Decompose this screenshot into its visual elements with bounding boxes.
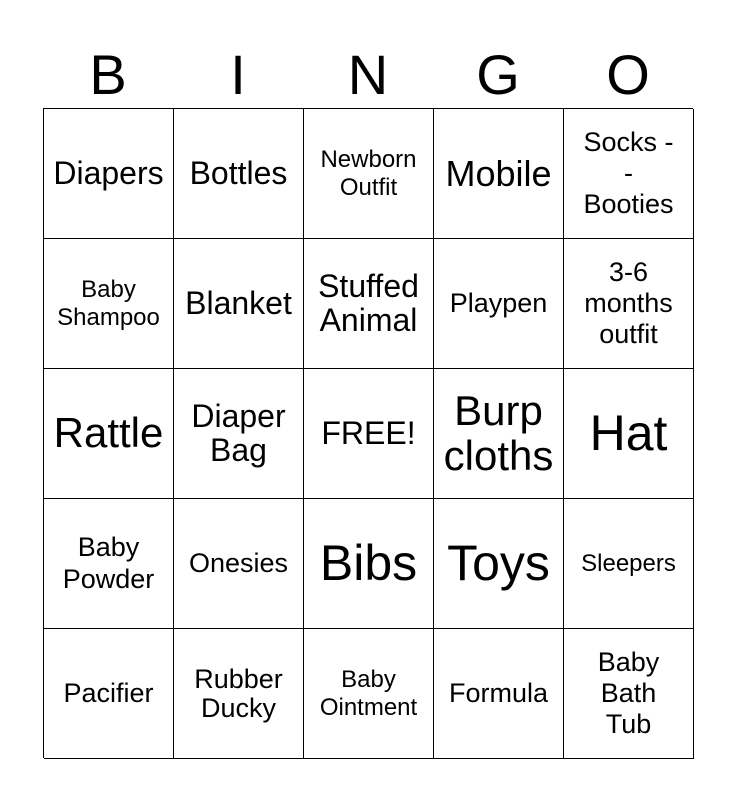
- bingo-card: [43, 108, 693, 758]
- bingo-cell[interactable]: Toys: [434, 499, 564, 629]
- bingo-cell[interactable]: Sleepers: [564, 499, 694, 629]
- bingo-cell[interactable]: 3-6 months outfit: [564, 239, 694, 369]
- bingo-cell[interactable]: Baby Shampoo: [44, 239, 174, 369]
- header-letter-n: N: [347, 43, 389, 106]
- bingo-cell[interactable]: Stuffed Animal: [304, 239, 434, 369]
- bingo-cell[interactable]: Rubber Ducky: [174, 629, 304, 759]
- bingo-cell[interactable]: Blanket: [174, 239, 304, 369]
- bingo-cell[interactable]: Hat: [564, 369, 694, 499]
- bingo-cell[interactable]: Rattle: [44, 369, 174, 499]
- bingo-cell[interactable]: Baby Powder: [44, 499, 174, 629]
- header-letter-i: I: [230, 43, 246, 106]
- bingo-cell[interactable]: Bottles: [174, 109, 304, 239]
- bingo-cell[interactable]: Diapers: [44, 109, 174, 239]
- bingo-cell[interactable]: Baby Ointment: [304, 629, 434, 759]
- bingo-cell[interactable]: Pacifier: [44, 629, 174, 759]
- bingo-cell[interactable]: FREE!: [304, 369, 434, 499]
- header-letter-b: B: [89, 43, 127, 106]
- bingo-cell[interactable]: Formula: [434, 629, 564, 759]
- bingo-cell[interactable]: Newborn Outfit: [304, 109, 434, 239]
- header-letter-o: O: [606, 43, 650, 106]
- bingo-cell[interactable]: Playpen: [434, 239, 564, 369]
- bingo-cell[interactable]: Bibs: [304, 499, 434, 629]
- bingo-cell[interactable]: Diaper Bag: [174, 369, 304, 499]
- bingo-cell[interactable]: Burp cloths: [434, 369, 564, 499]
- bingo-cell[interactable]: Baby Bath Tub: [564, 629, 694, 759]
- bingo-cell[interactable]: Socks - - Booties: [564, 109, 694, 239]
- header-letter-g: G: [476, 43, 520, 106]
- bingo-cell[interactable]: Onesies: [174, 499, 304, 629]
- bingo-cell[interactable]: Mobile: [434, 109, 564, 239]
- bingo-header: [43, 42, 693, 108]
